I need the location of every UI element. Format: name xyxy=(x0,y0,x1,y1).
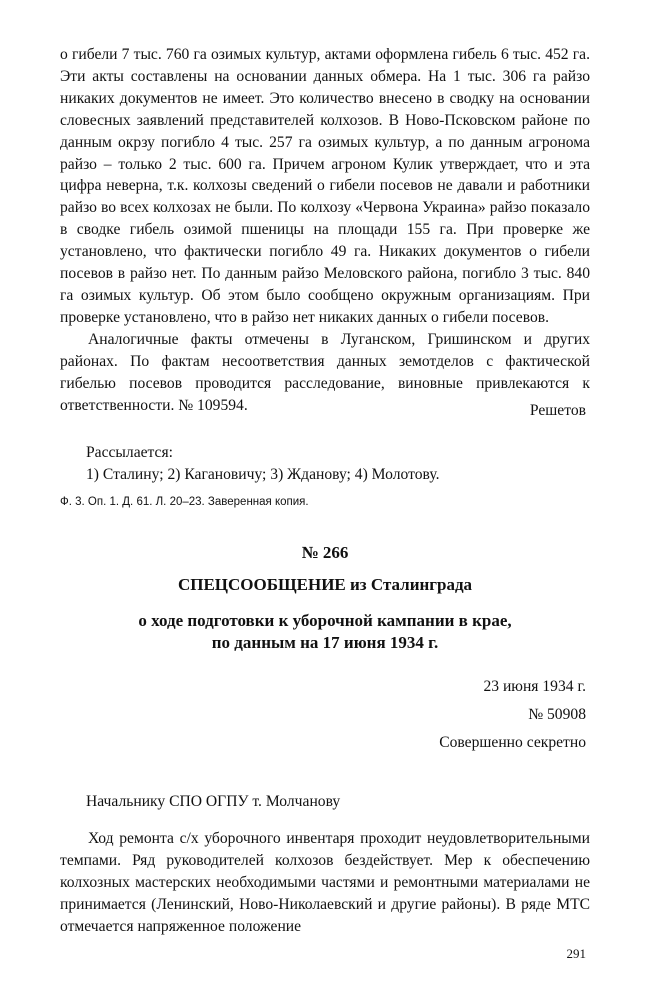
title-origin: из Сталинграда xyxy=(345,575,473,594)
signature: Решетов xyxy=(529,402,586,419)
classification-stamp: Совершенно секретно xyxy=(439,734,586,751)
subtitle-line: о ходе подготовки к уборочной кампании в крае, xyxy=(138,611,512,630)
document-date: 23 июня 1934 г. xyxy=(483,678,586,695)
distribution-label: Рассылается: xyxy=(86,444,173,461)
title-type: СПЕЦСООБЩЕНИЕ xyxy=(177,575,346,594)
archive-reference: Ф. 3. Оп. 1. Д. 61. Л. 20–23. Заверенная копия. xyxy=(60,496,309,508)
distribution-list: 1) Сталину; 2) Кагановичу; 3) Жданову; 4) Молотову. xyxy=(86,465,440,483)
paragraph: о гибели 7 тыс. 760 га озимых культур, актами оформлена гибель 6 тыс. 452 га. Эти акты составлены на основании данных обмера. На 1 тыс. 306 га райзо никаких документов не имеет. Это количество внесено в сводку на основании словесных заявлений представителей колхозов. В Ново-Псковском районе по данным окрзу погибло 4 тыс. 257 га озимых культур, а по данным агронома райзо – только 2 тыс. 600 га. Причем агроном Кулик утверждает, что и эта цифра неверна, т.к. колхозы сведений о гибели посевов не давали и работники райзо во всех колхозах не были. По колхозу «Червона Украина» райзо показало в сводке гибель озимой пшеницы на площади 155 га. При проверке же установлено, что фактически погибло 49 га. Никаких документов о гибели посевов в райзо нет. По данным райзо Меловского района, погибло 3 тыс. 840 га озимых культур. Об этом было сообщено окружным организациям. При проверке установлено, что в райзо нет никаких данных о гибели посевов. xyxy=(60,46,590,326)
page-number: 291 xyxy=(566,946,586,961)
previous-document-text xyxy=(60,44,590,416)
document-subtitle xyxy=(60,610,590,654)
paragraph: Аналогичные факты отмечены в Луганском, Гришинском и других районах. По фактам несоответствия данных земотделов с фактической гибелью посевов проводится расследование, виновные привлекаются к ответственности. № 109594. xyxy=(60,330,590,414)
distribution-block xyxy=(86,442,586,486)
subtitle-line: по данным на 17 июня 1934 г. xyxy=(211,633,439,652)
document-title xyxy=(60,575,590,595)
addressee: Начальнику СПО ОГПУ т. Молчанову xyxy=(86,793,341,810)
document-body xyxy=(60,828,590,938)
registration-number: № 50908 xyxy=(528,706,586,723)
paragraph: Ход ремонта с/х уборочного инвентаря проходит неудовлетворительными темпами. Ряд руководителей колхозов бездействует. Мер к обеспечению колхозных мастерских необходимыми частями и ремонтными материалами не принимается (Ленинский, Ново-Николаевский и другие районы). В ряде МТС отмечается напряженное положение xyxy=(60,830,590,935)
document-number: № 266 xyxy=(301,543,349,562)
